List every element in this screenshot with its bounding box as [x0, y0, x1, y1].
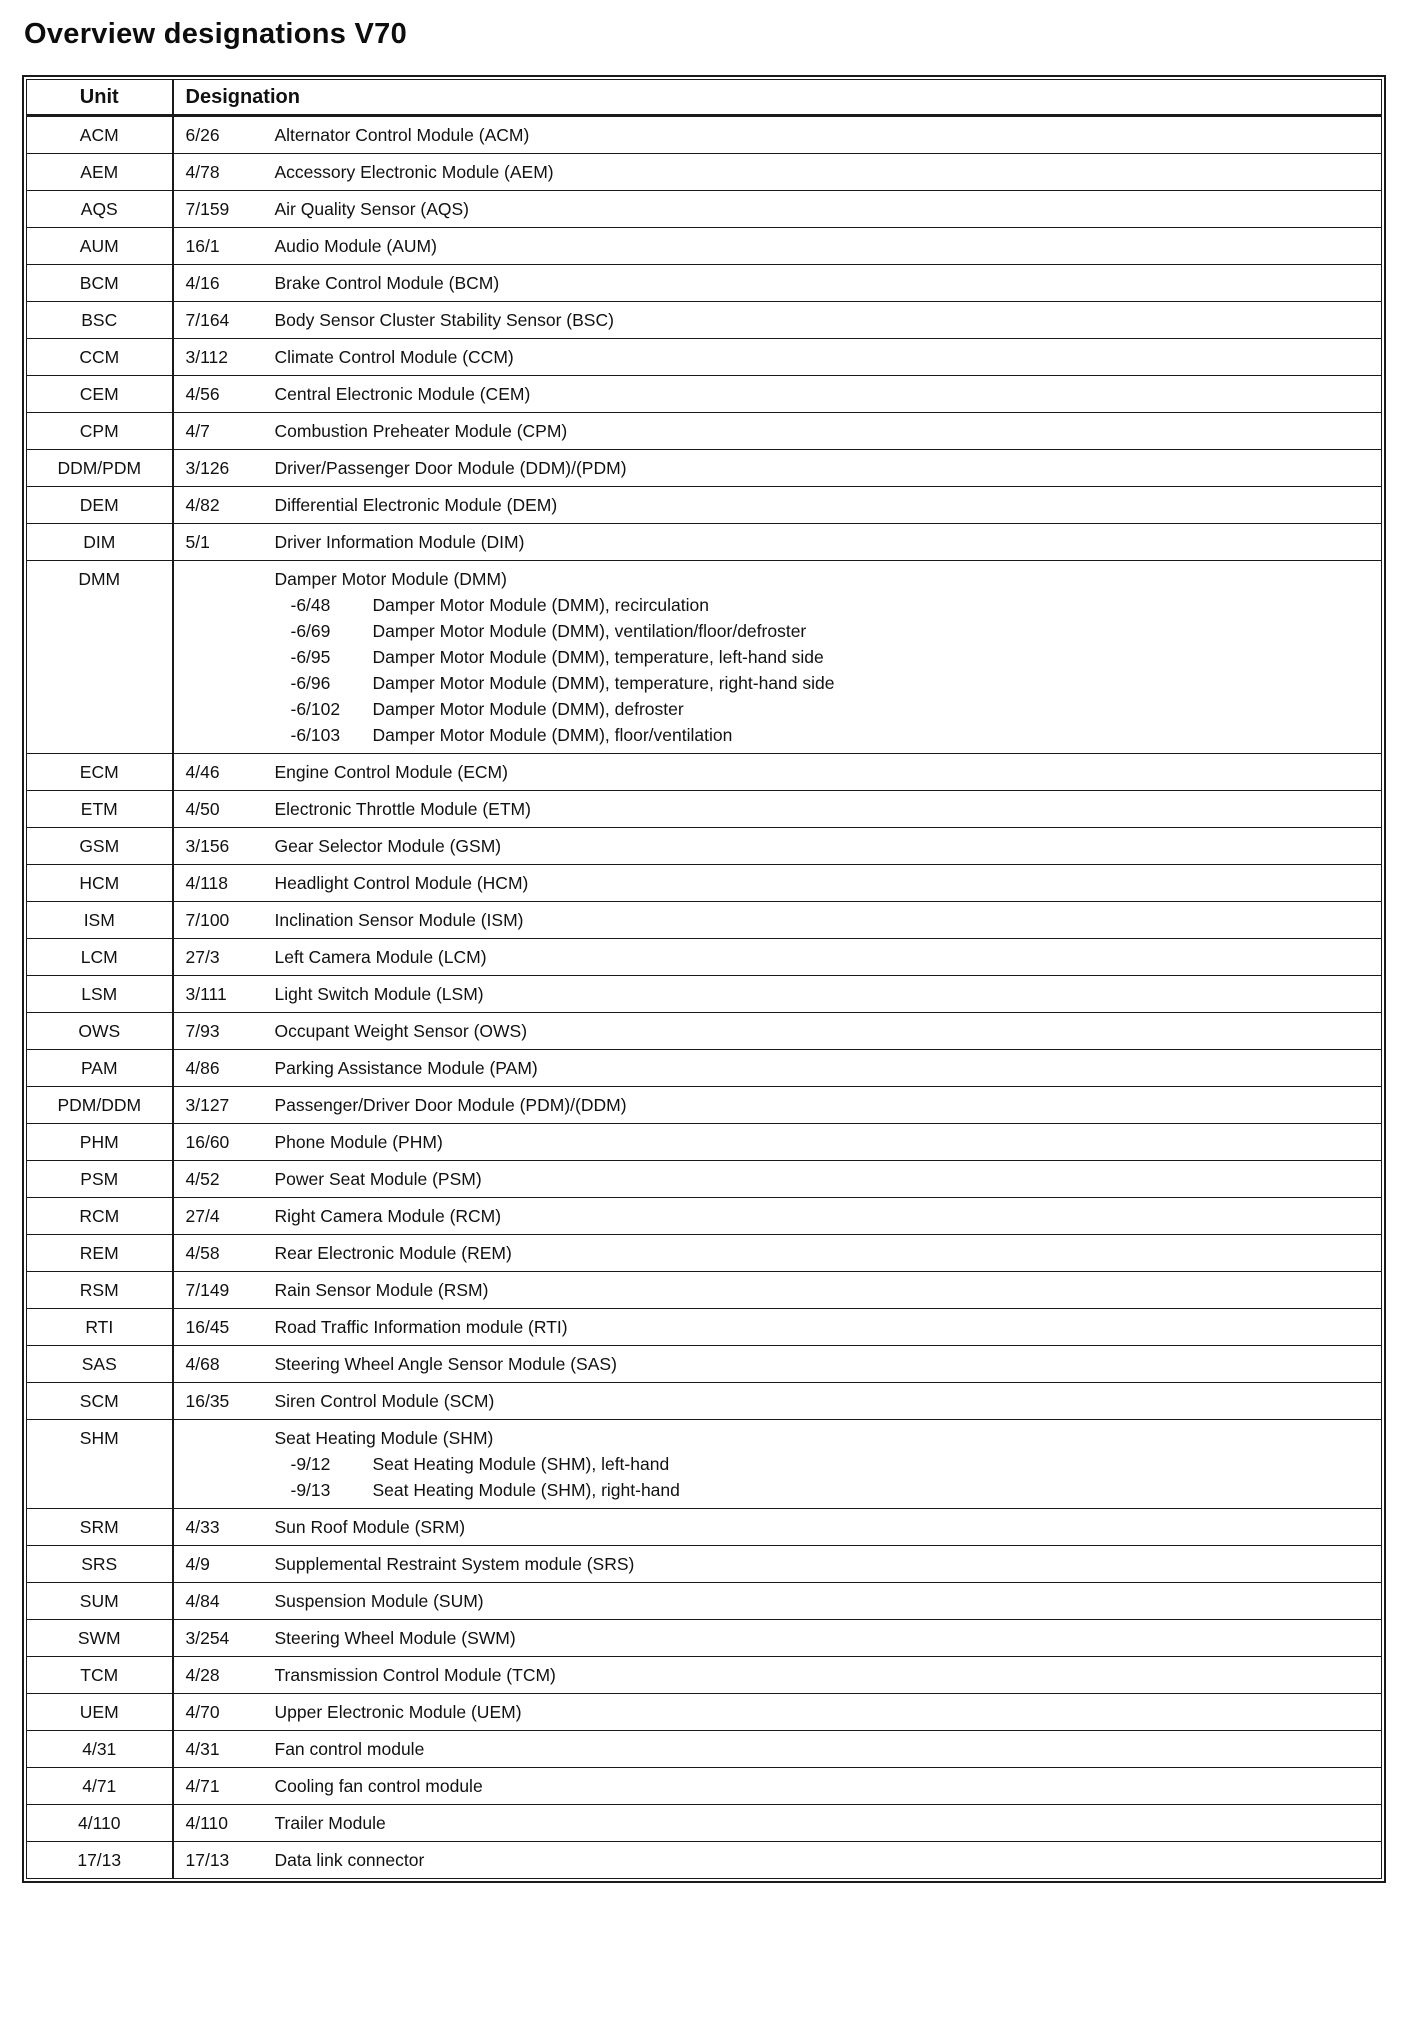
sub-designation-row	[275, 696, 1372, 722]
sub-designation-code: -9/12	[290, 1454, 331, 1474]
description-cell	[271, 1768, 1382, 1805]
table-row	[27, 339, 1382, 376]
description-cell	[271, 1013, 1382, 1050]
description-cell	[271, 1546, 1382, 1583]
table-row	[27, 1546, 1382, 1583]
description-text: Upper Electronic Module (UEM)	[274, 1702, 522, 1722]
description-text: Light Switch Module (LSM)	[274, 984, 484, 1004]
description-text: Inclination Sensor Module (ISM)	[274, 910, 524, 930]
code-cell: 27/4	[173, 1198, 271, 1235]
table-row	[27, 1583, 1382, 1620]
table-row	[27, 302, 1382, 339]
code-cell: 7/164	[173, 302, 271, 339]
code-cell: 4/28	[173, 1657, 271, 1694]
code-cell: 7/159	[173, 191, 271, 228]
description-cell	[271, 1657, 1382, 1694]
code-cell: 4/78	[173, 154, 271, 191]
code-cell: 16/1	[173, 228, 271, 265]
unit-cell: RTI	[27, 1309, 173, 1346]
sub-designation-code: -6/69	[290, 621, 331, 641]
unit-cell: AUM	[27, 228, 173, 265]
unit-cell: CPM	[27, 413, 173, 450]
unit-cell: DIM	[27, 524, 173, 561]
unit-cell: SRS	[27, 1546, 173, 1583]
table-row	[27, 939, 1382, 976]
description-cell	[271, 191, 1382, 228]
unit-cell: PDM/DDM	[27, 1087, 173, 1124]
table-row	[27, 1346, 1382, 1383]
description-text: Accessory Electronic Module (AEM)	[274, 162, 554, 182]
table-row	[27, 1805, 1382, 1842]
sub-designation-text: Seat Heating Module (SHM), left-hand	[372, 1454, 670, 1474]
description-cell	[271, 1161, 1382, 1198]
description-cell	[271, 1309, 1382, 1346]
table-row	[27, 791, 1382, 828]
description-cell	[271, 1383, 1382, 1420]
unit-cell: ACM	[27, 116, 173, 154]
sub-designation-row	[275, 644, 1372, 670]
description-text: Air Quality Sensor (AQS)	[274, 199, 469, 219]
description-text: Right Camera Module (RCM)	[274, 1206, 502, 1226]
description-text: Body Sensor Cluster Stability Sensor (BSC)	[274, 310, 614, 330]
code-cell: 5/1	[173, 524, 271, 561]
unit-cell: SCM	[27, 1383, 173, 1420]
designation-column-header: Designation	[173, 80, 1382, 116]
description-cell	[271, 116, 1382, 154]
description-text: Transmission Control Module (TCM)	[274, 1665, 556, 1685]
unit-cell: BSC	[27, 302, 173, 339]
table-row	[27, 1161, 1382, 1198]
description-text: Climate Control Module (CCM)	[274, 347, 514, 367]
table-row	[27, 561, 1382, 754]
description-text: Driver Information Module (DIM)	[274, 532, 525, 552]
description-cell	[271, 865, 1382, 902]
table-row	[27, 1272, 1382, 1309]
description-cell	[271, 1731, 1382, 1768]
page-title: Overview designations V70	[24, 18, 408, 50]
description-text: Trailer Module	[274, 1813, 386, 1833]
code-cell: 3/126	[173, 450, 271, 487]
unit-cell: SRM	[27, 1509, 173, 1546]
description-text: Supplemental Restraint System module (SRS)	[274, 1554, 635, 1574]
description-cell	[271, 561, 1382, 754]
description-text: Audio Module (AUM)	[274, 236, 437, 256]
unit-cell: PSM	[27, 1161, 173, 1198]
description-cell	[271, 487, 1382, 524]
description-cell	[271, 1842, 1382, 1879]
description-cell	[271, 754, 1382, 791]
sub-designation-row	[275, 1451, 1372, 1477]
unit-cell: GSM	[27, 828, 173, 865]
code-cell: 27/3	[173, 939, 271, 976]
description-text: Cooling fan control module	[274, 1776, 483, 1796]
description-cell	[271, 828, 1382, 865]
table-row	[27, 450, 1382, 487]
code-cell: 7/93	[173, 1013, 271, 1050]
description-cell	[271, 154, 1382, 191]
code-cell: 7/100	[173, 902, 271, 939]
code-cell: 3/254	[173, 1620, 271, 1657]
table-row	[27, 524, 1382, 561]
description-text: Seat Heating Module (SHM)	[274, 1428, 494, 1448]
unit-cell: DMM	[27, 561, 173, 754]
code-cell: 4/7	[173, 413, 271, 450]
table-body	[27, 116, 1382, 1879]
description-cell	[271, 524, 1382, 561]
table-row	[27, 1731, 1382, 1768]
sub-designation-row	[275, 722, 1372, 748]
table-row	[27, 228, 1382, 265]
description-text: Gear Selector Module (GSM)	[274, 836, 502, 856]
sub-designation-code: -6/48	[290, 595, 331, 615]
table-row	[27, 1509, 1382, 1546]
code-cell: 17/13	[173, 1842, 271, 1879]
sub-designation-row	[275, 1477, 1372, 1503]
code-cell: 4/70	[173, 1694, 271, 1731]
description-cell	[271, 1050, 1382, 1087]
table-row	[27, 1842, 1382, 1879]
code-cell: 4/71	[173, 1768, 271, 1805]
description-cell	[271, 228, 1382, 265]
description-text: Central Electronic Module (CEM)	[274, 384, 531, 404]
unit-cell: SAS	[27, 1346, 173, 1383]
code-cell: 4/68	[173, 1346, 271, 1383]
table-row	[27, 1198, 1382, 1235]
unit-cell: ISM	[27, 902, 173, 939]
sub-designation-row	[275, 618, 1372, 644]
sub-designation-text: Damper Motor Module (DMM), temperature, right-hand side	[372, 673, 835, 693]
code-cell: 4/33	[173, 1509, 271, 1546]
code-cell: 3/111	[173, 976, 271, 1013]
table-row	[27, 413, 1382, 450]
description-cell	[271, 1087, 1382, 1124]
code-cell: 4/118	[173, 865, 271, 902]
table-frame	[22, 75, 1386, 1883]
unit-cell: LSM	[27, 976, 173, 1013]
unit-column-header: Unit	[27, 80, 173, 116]
unit-cell: TCM	[27, 1657, 173, 1694]
unit-cell: CEM	[27, 376, 173, 413]
sub-designation-text: Damper Motor Module (DMM), defroster	[372, 699, 684, 719]
sub-designation-code: -6/103	[290, 725, 341, 745]
sub-designation-text: Damper Motor Module (DMM), recirculation	[372, 595, 709, 615]
description-text: Headlight Control Module (HCM)	[274, 873, 529, 893]
description-text: Left Camera Module (LCM)	[274, 947, 487, 967]
table-row	[27, 265, 1382, 302]
unit-cell: 4/110	[27, 1805, 173, 1842]
unit-cell: 17/13	[27, 1842, 173, 1879]
description-text: Fan control module	[274, 1739, 425, 1759]
code-cell	[173, 1420, 271, 1509]
description-cell	[271, 1272, 1382, 1309]
code-cell: 7/149	[173, 1272, 271, 1309]
unit-cell: REM	[27, 1235, 173, 1272]
table-row	[27, 191, 1382, 228]
description-cell	[271, 1620, 1382, 1657]
description-cell	[271, 1583, 1382, 1620]
description-text: Sun Roof Module (SRM)	[274, 1517, 466, 1537]
description-cell	[271, 1235, 1382, 1272]
description-cell	[271, 339, 1382, 376]
unit-cell: ETM	[27, 791, 173, 828]
table-row	[27, 1420, 1382, 1509]
description-text: Differential Electronic Module (DEM)	[274, 495, 558, 515]
unit-cell: DEM	[27, 487, 173, 524]
table-row	[27, 1383, 1382, 1420]
table-row	[27, 487, 1382, 524]
code-cell: 4/56	[173, 376, 271, 413]
description-cell	[271, 450, 1382, 487]
table-row	[27, 154, 1382, 191]
table-row	[27, 116, 1382, 154]
table-row	[27, 828, 1382, 865]
table-row	[27, 1309, 1382, 1346]
description-text: Brake Control Module (BCM)	[274, 273, 500, 293]
sub-designation-code: -6/95	[290, 647, 331, 667]
table-row	[27, 754, 1382, 791]
unit-cell: DDM/PDM	[27, 450, 173, 487]
description-cell	[271, 302, 1382, 339]
table-row	[27, 1694, 1382, 1731]
description-cell	[271, 939, 1382, 976]
description-text: Parking Assistance Module (PAM)	[274, 1058, 538, 1078]
table-row	[27, 376, 1382, 413]
code-cell: 4/31	[173, 1731, 271, 1768]
sub-designation-text: Damper Motor Module (DMM), temperature, left-hand side	[372, 647, 824, 667]
unit-cell: CCM	[27, 339, 173, 376]
description-text: Alternator Control Module (ACM)	[274, 125, 530, 145]
sub-designation-text: Damper Motor Module (DMM), ventilation/floor/defroster	[372, 621, 807, 641]
unit-cell: PHM	[27, 1124, 173, 1161]
unit-cell: RCM	[27, 1198, 173, 1235]
description-text: Damper Motor Module (DMM)	[274, 569, 507, 589]
code-cell: 3/112	[173, 339, 271, 376]
table-row	[27, 865, 1382, 902]
description-text: Passenger/Driver Door Module (PDM)/(DDM)	[274, 1095, 627, 1115]
description-text: Steering Wheel Module (SWM)	[274, 1628, 516, 1648]
code-cell: 3/127	[173, 1087, 271, 1124]
description-cell	[271, 1124, 1382, 1161]
table-row	[27, 1657, 1382, 1694]
description-text: Electronic Throttle Module (ETM)	[274, 799, 531, 819]
description-cell	[271, 791, 1382, 828]
code-cell: 4/82	[173, 487, 271, 524]
code-cell: 4/46	[173, 754, 271, 791]
unit-cell: BCM	[27, 265, 173, 302]
description-cell	[271, 1198, 1382, 1235]
code-cell: 4/86	[173, 1050, 271, 1087]
description-cell	[271, 1509, 1382, 1546]
unit-cell: SUM	[27, 1583, 173, 1620]
table-row	[27, 976, 1382, 1013]
description-text: Data link connector	[274, 1850, 425, 1870]
table-row	[27, 1087, 1382, 1124]
table-row	[27, 902, 1382, 939]
description-cell	[271, 1346, 1382, 1383]
unit-cell: OWS	[27, 1013, 173, 1050]
unit-cell: SHM	[27, 1420, 173, 1509]
description-cell	[271, 1694, 1382, 1731]
description-text: Rear Electronic Module (REM)	[274, 1243, 512, 1263]
description-text: Suspension Module (SUM)	[274, 1591, 484, 1611]
description-text: Phone Module (PHM)	[274, 1132, 443, 1152]
sub-designation-code: -6/102	[290, 699, 341, 719]
description-cell	[271, 413, 1382, 450]
description-text: Occupant Weight Sensor (OWS)	[274, 1021, 528, 1041]
code-cell: 4/9	[173, 1546, 271, 1583]
code-cell: 4/84	[173, 1583, 271, 1620]
code-cell: 16/35	[173, 1383, 271, 1420]
unit-cell: AQS	[27, 191, 173, 228]
description-cell	[271, 1805, 1382, 1842]
description-text: Rain Sensor Module (RSM)	[274, 1280, 489, 1300]
code-cell: 4/50	[173, 791, 271, 828]
unit-cell: SWM	[27, 1620, 173, 1657]
sub-designation-text: Seat Heating Module (SHM), right-hand	[372, 1480, 680, 1500]
description-cell	[271, 976, 1382, 1013]
header-row	[27, 80, 1382, 116]
designation-table	[26, 79, 1382, 1879]
code-cell: 4/16	[173, 265, 271, 302]
unit-cell: PAM	[27, 1050, 173, 1087]
sub-designation-row	[275, 592, 1372, 618]
code-cell: 16/45	[173, 1309, 271, 1346]
unit-cell: UEM	[27, 1694, 173, 1731]
description-text: Steering Wheel Angle Sensor Module (SAS)	[274, 1354, 617, 1374]
unit-cell: RSM	[27, 1272, 173, 1309]
unit-cell: HCM	[27, 865, 173, 902]
sub-designation-code: -6/96	[290, 673, 331, 693]
description-cell	[271, 376, 1382, 413]
description-text: Road Traffic Information module (RTI)	[274, 1317, 568, 1337]
description-cell	[271, 265, 1382, 302]
description-text: Driver/Passenger Door Module (DDM)/(PDM)	[274, 458, 627, 478]
unit-cell: AEM	[27, 154, 173, 191]
code-cell	[173, 561, 271, 754]
description-cell	[271, 902, 1382, 939]
table-row	[27, 1235, 1382, 1272]
code-cell: 4/52	[173, 1161, 271, 1198]
table-row	[27, 1124, 1382, 1161]
description-text: Siren Control Module (SCM)	[274, 1391, 495, 1411]
description-cell	[271, 1420, 1382, 1509]
sub-designation-row	[275, 670, 1372, 696]
code-cell: 3/156	[173, 828, 271, 865]
description-text: Combustion Preheater Module (CPM)	[274, 421, 568, 441]
code-cell: 4/58	[173, 1235, 271, 1272]
table-row	[27, 1620, 1382, 1657]
code-cell: 4/110	[173, 1805, 271, 1842]
code-cell: 16/60	[173, 1124, 271, 1161]
description-text: Power Seat Module (PSM)	[274, 1169, 482, 1189]
table-row	[27, 1050, 1382, 1087]
unit-cell: LCM	[27, 939, 173, 976]
description-text: Engine Control Module (ECM)	[274, 762, 508, 782]
unit-cell: ECM	[27, 754, 173, 791]
table-row	[27, 1768, 1382, 1805]
code-cell: 6/26	[173, 116, 271, 154]
sub-designation-text: Damper Motor Module (DMM), floor/ventilation	[372, 725, 733, 745]
unit-cell: 4/71	[27, 1768, 173, 1805]
unit-cell: 4/31	[27, 1731, 173, 1768]
sub-designation-code: -9/13	[290, 1480, 331, 1500]
table-row	[27, 1013, 1382, 1050]
